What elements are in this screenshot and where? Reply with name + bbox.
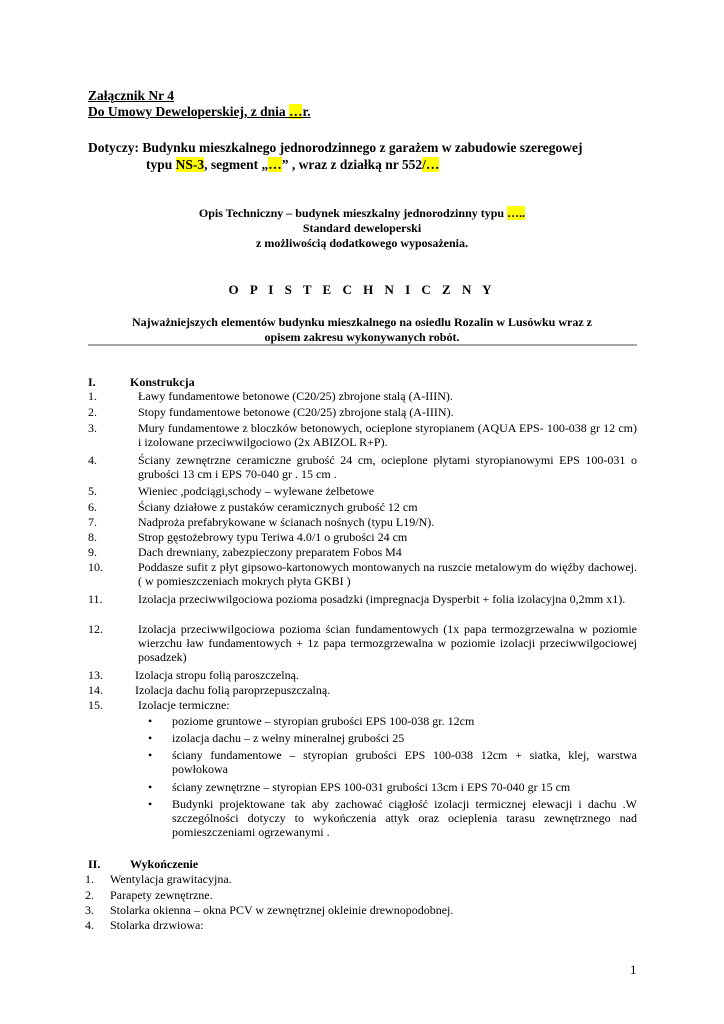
horizontal-rule [88, 344, 637, 346]
section-2-number: II. [88, 857, 101, 871]
bullet-icon: • [148, 714, 153, 728]
bullet-icon: • [148, 731, 153, 745]
contract-line: Do Umowy Deweloperskiej, z dnia …r. [88, 104, 311, 119]
bullet-icon: • [148, 748, 153, 762]
page-number: 1 [630, 962, 637, 977]
section-1-number: I. [88, 375, 96, 389]
bullet-icon: • [148, 780, 153, 794]
section-1-title: Konstrukcja [130, 375, 195, 389]
concerns-line: Dotyczy: Budynku mieszkalnego jednorodzinnego z garażem w zabudowie szeregowej [88, 140, 583, 155]
opis-line-1: Opis Techniczny – budynek mieszkalny jednorodzinny typu ….. [198, 206, 526, 220]
subtitle-line-1: Najważniejszych elementów budynku mieszkalnego na osiedlu Rozalin w Lusówku wraz z [131, 315, 593, 329]
type-line: typu NS-3, segment „…” , wraz z działką nr 552/… [146, 157, 440, 172]
subtitle-line-2: opisem zakresu wykonywanych robót. [264, 330, 460, 344]
bullet-icon: • [148, 797, 153, 811]
opis-line-2: Standard deweloperski [302, 221, 422, 235]
opis-line-3: z możliwością dodatkowego wyposażenia. [256, 236, 468, 250]
section-2-title: Wykończenie [130, 857, 199, 871]
document-title: O P I S T E C H N I C Z N Y [228, 282, 496, 297]
attachment-number: Załącznik Nr 4 [88, 88, 175, 103]
document-page: Załącznik Nr 4 Do Umowy Deweloperskiej, z dnia …r. Dotyczy: Budynku mieszkalnego jednorodzinnego z garażem w zabudowie szeregowej typu NS-3, segment „…” , wraz z działką nr 552/… Opis Techniczny – budynek mieszkalny jednorodzinny typu ….. Standard deweloperski z możliwością dodatkowego wyposażenia. O P I S T E C H N I C Z N Y Najważniejszych elementów budynku mieszkalnego na osiedlu Rozalin w Lusówku wraz z opisem zakresu wykonywanych robót. I. Konstrukcja 1. Ławy fundamentowe betonowe (C20/25) zbrojone stalą (A-IIIN). 2. Stopy fundamentowe betonowe (C20/25) zbrojone stalą (A-IIIN). 3. Mury fundamentowe z bloczków betonowych, ocieplone styropianem (AQUA EPS- 100-038 gr 12 cm) i izolowane przeciwwilgociowo (2x ABIZOL R+P). 4. Ściany zewnętrzne ceramiczne grubość 24 cm, ocieplone płytami styropianowymi EPS 100-031 o grubości 13 cm i EPS 70-040 gr . 15 cm . 5. Wieniec ,podciągi,schody – wylewane żelbetowe 6. Ściany działowe z pustaków ceramicznych grubość 12 cm 7. Nadproża prefabrykowane w ścianach nośnych (typu L19/N). 8. Strop gęstożebrowy typu Teriwa 4.0/1 o grubości 24 cm 9. Dach drewniany, zabezpieczony preparatem Fobos M4 10. Poddasze sufit z płyt gipsowo-kartonowych montowanych na ruszcie metalowym do więźby dachowej. ( w pomieszczeniach mokrych płyta GKBI ) 11. Izolacja przeciwwilgociowa pozioma posadzki (impregnacja Dysperbit + folia izolacyjna 0,2mm x1). 12. Izolacja przeciwwilgociowa pozioma ścian fundamentowych (1x papa termozgrzewalna w poziomie wierzchu ław fundamentowych + 1z papa termozgrzewalna w poziomie izolacji przeciwwilgociowej posadzek) 13. Izolacja stropu folią paroszczelną. 14. Izolacja dachu folią paroprzepuszczalną. 15. Izolacje termiczne: • poziome gruntowe – styropian grubości EPS 100-038 gr. 12cm • izolacja dachu – z wełny mineralnej grubości 25 • ściany fundamentowe – styropian grubości EPS 100-038 12cm + siatka, klej, warstwa powłokowa • ściany zewnętrzne – styropian EPS 100-031 grubości 13cm i EPS 70-040 gr 15 cm • Budynki projektowane tak aby zachować ciągłość izolacji termicznej elewacji i dachu .W szczególności dotyczy to wykończenia attyk oraz ocieplenia tarasu zewnętrznego nad pomieszczeniami ogrzewanymi . II. Wykończenie 1. Wentylacja grawitacyjna. 2. Parapety zewnętrzne. 3. Stolarka okienna – okna PCV w zewnętrznej okleinie drewnopodobnej. 4. Stolarka drzwiowa: 1 [0, 0, 724, 1024]
